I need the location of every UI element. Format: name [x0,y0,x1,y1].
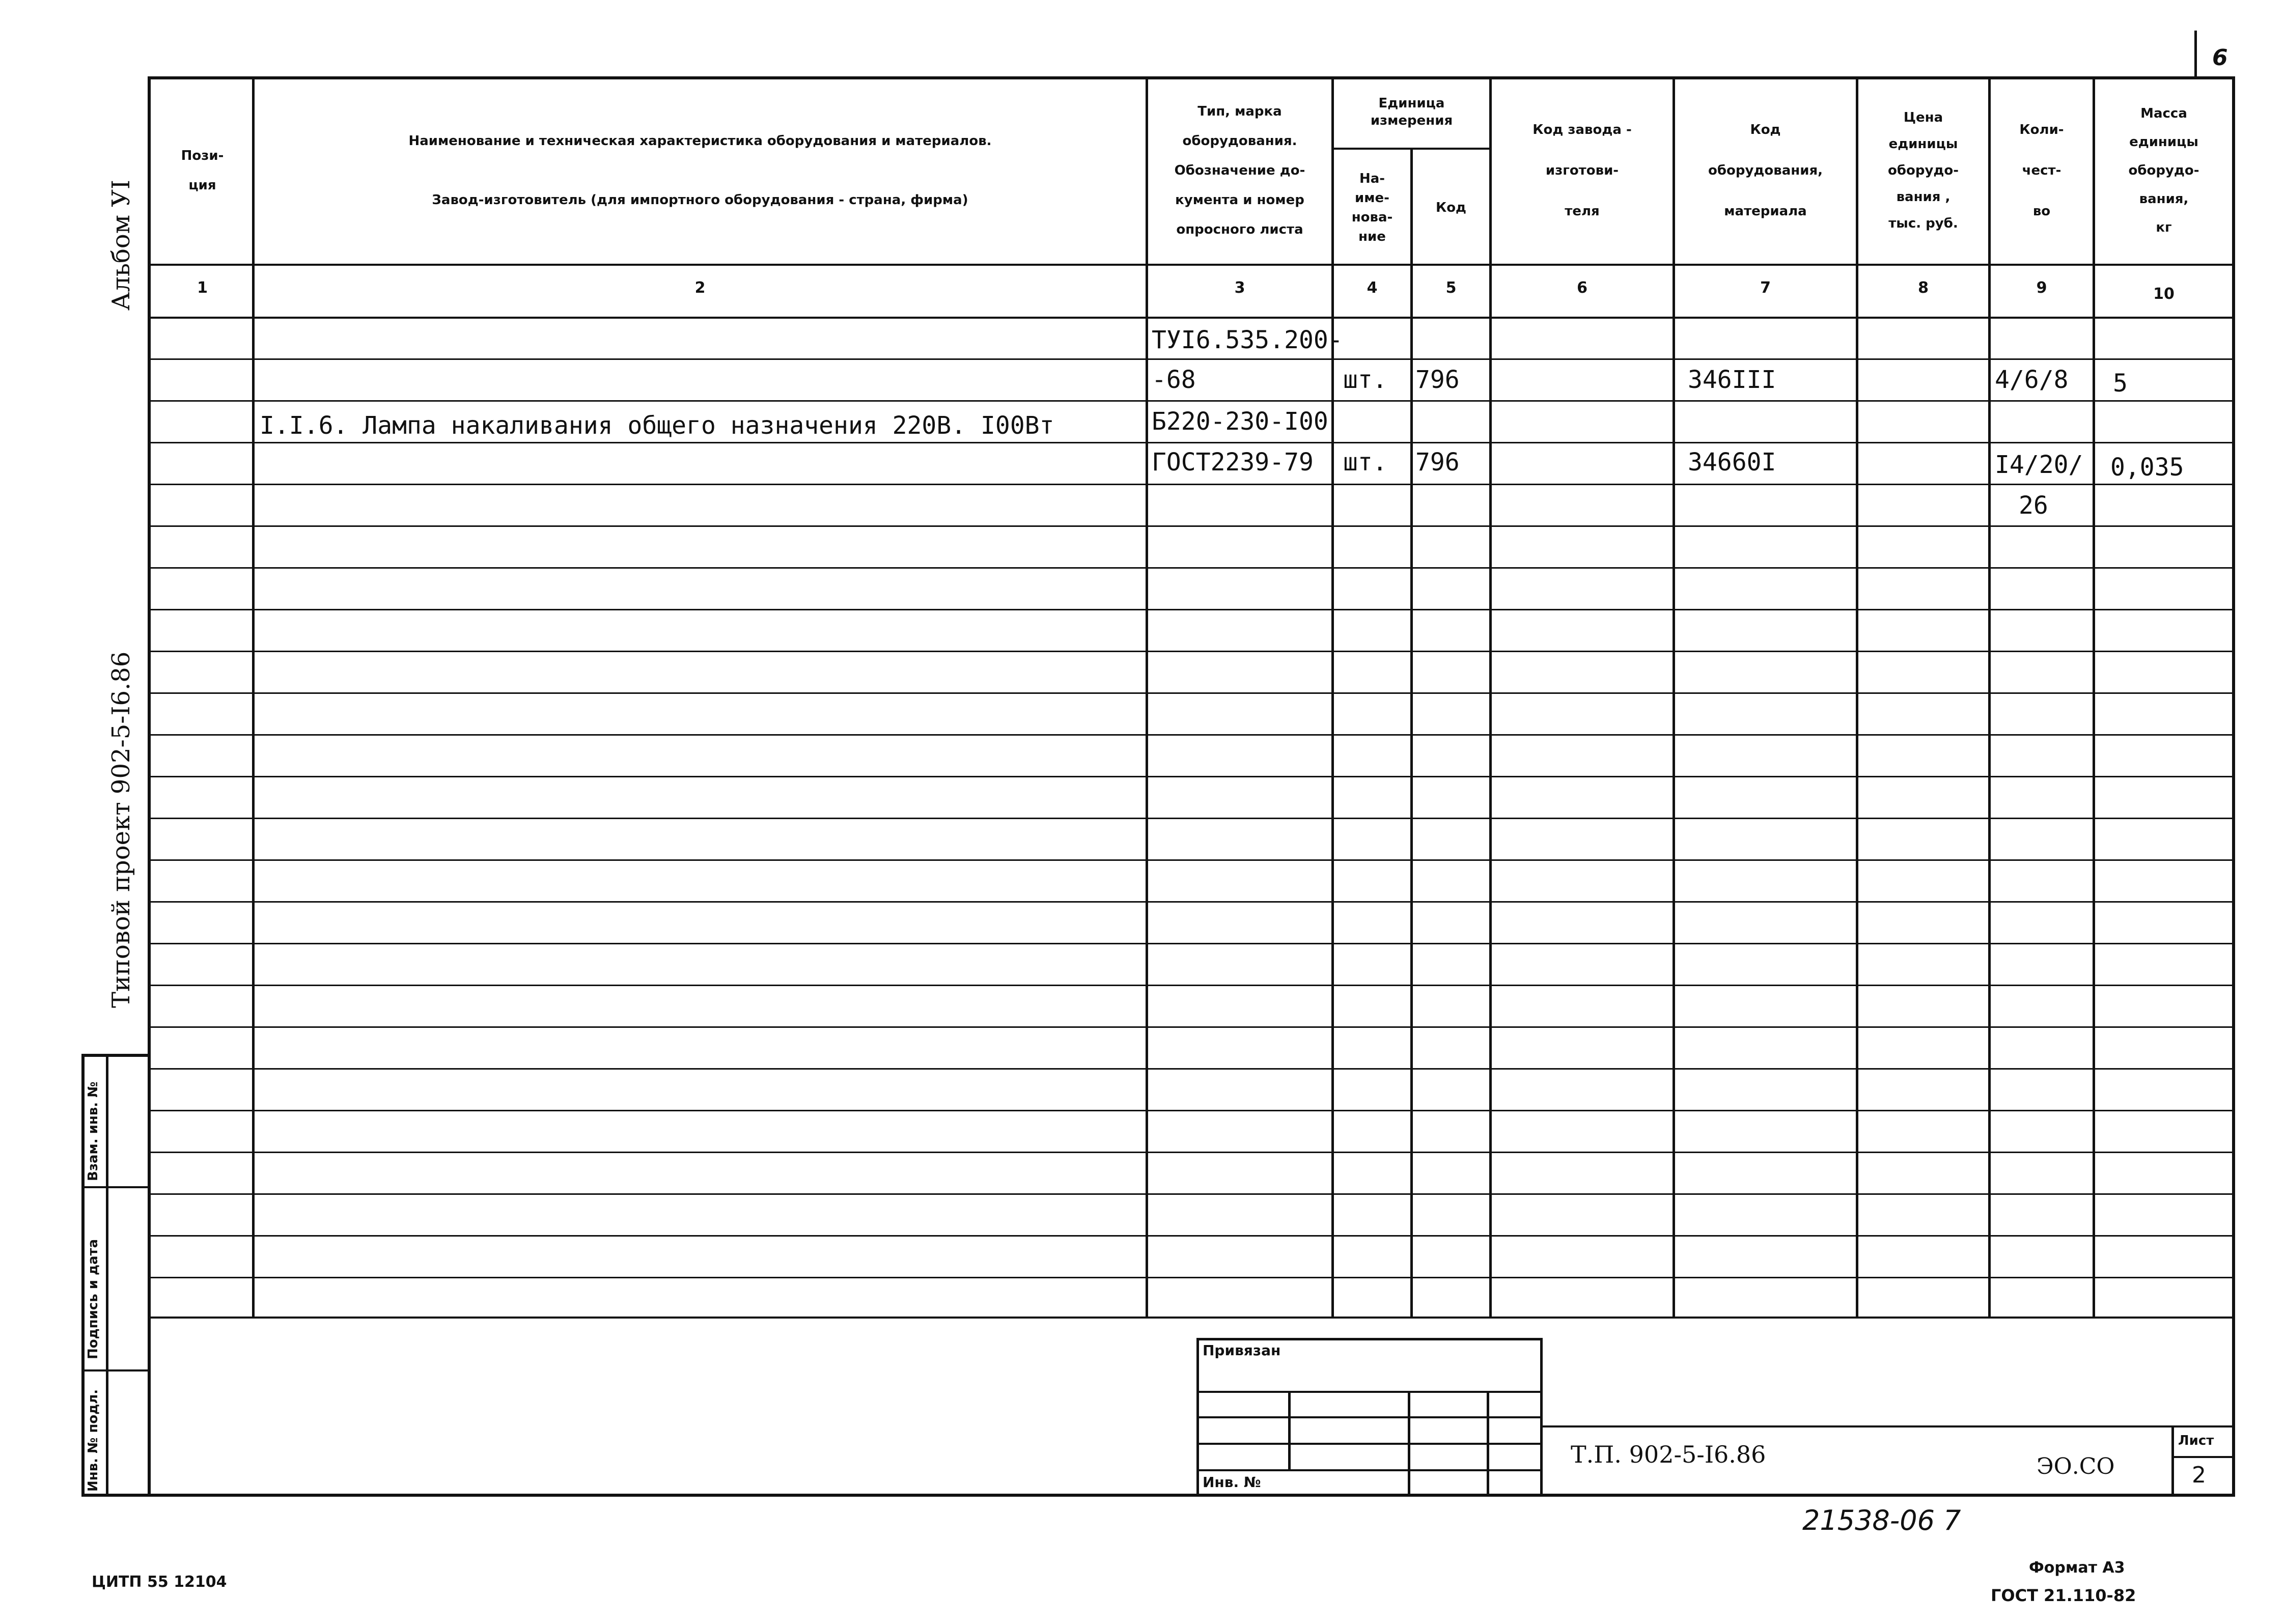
side-album-label: Альбом УI [107,179,135,311]
sheet-number: 6 [2212,45,2228,71]
stamp-inner-divider [106,1054,108,1497]
header-name: Наименование и техническая характеристика оборудования и материалов. Завод-изготовитель (для импортного оборудования - страна, фирма) [408,133,992,208]
stamp-divider-2 [81,1369,151,1371]
row2-type: -68 [1152,366,1196,394]
header-unit-code: Код [1435,200,1467,215]
privyazan-line-1 [1196,1391,1543,1393]
footer-gost: ГОСТ 21.110-82 [1991,1586,2136,1605]
doc-code: Т.П. 902-5-I6.86 [1571,1441,1766,1468]
doc-suffix: ЭО.СО [2037,1453,2115,1479]
table-row-line [148,692,2235,694]
privyazan-label: Привязан [1203,1342,1281,1359]
table-row-line [148,358,2235,360]
colnum-5: 5 [1445,279,1457,297]
table-row-line [148,859,2235,861]
header-equipment-code: Код оборудования, материала [1708,122,1823,219]
colnum-6: 6 [1577,279,1587,297]
privyazan-col-2 [1408,1391,1410,1497]
table-row-line [148,985,2235,986]
colnum-3: 3 [1234,279,1245,297]
privyazan-line-2 [1196,1416,1543,1418]
table-row-line [148,1152,2235,1153]
table-row-line [148,1235,2235,1237]
colnum-1: 1 [197,279,208,297]
colnum-9: 9 [2036,279,2047,297]
table-row-line [148,734,2235,736]
table-row-line [148,1068,2235,1070]
colnum-7: 7 [1760,279,1771,297]
list-box-divider [2171,1425,2174,1497]
row4-equipment-code: 34660I [1688,448,1776,477]
unit-group-divider [1331,148,1489,150]
row1-type: ТУI6.535.200- [1152,326,1343,354]
list-number: 2 [2192,1462,2206,1488]
row5-quantity: 26 [2019,491,2048,520]
row2-equipment-code: 346III [1688,366,1776,394]
stamp-label-podpis: Подпись и дата [86,1239,101,1359]
row2-mass: 5 [2113,369,2128,398]
table-row-line [148,818,2235,819]
row3-name: I.I.6. Лампа накаливания общего назначения 220В. I00Вт [260,411,1054,440]
colnum-8: 8 [1918,279,1929,297]
row4-mass: 0,035 [2110,453,2184,482]
row4-unit-name: шт. [1343,448,1387,477]
table-row-line [148,400,2235,402]
table-row-line [148,525,2235,527]
list-label-line [2171,1456,2235,1458]
row2-unit-code: 796 [1415,366,1460,394]
table-row-line [148,484,2235,485]
privyazan-line-3 [1196,1443,1543,1445]
col-line-d [1410,148,1413,1319]
header-factory-code: Код завода - изготови- теля [1532,122,1632,219]
list-label: Лист [2178,1433,2214,1448]
header-price: Цена единицы оборудо- вания , тыс. руб. [1887,110,1959,231]
privyazan-col-1 [1288,1391,1291,1469]
table-row-line [148,1277,2235,1278]
row4-unit-code: 796 [1415,448,1460,477]
row2-quantity: 4/6/8 [1995,366,2069,394]
handwritten-number: 21538-06 7 [1802,1504,1961,1536]
colnum-2: 2 [694,279,706,297]
colnum-4: 4 [1367,279,1378,297]
privyazan-line-4 [1196,1469,1543,1471]
colnum-10: 10 [2153,285,2175,303]
stamp-label-inv: Инв. № подл. [86,1389,101,1492]
footer-left: ЦИТП 55 12104 [92,1573,227,1591]
table-row-line [148,1110,2235,1111]
table-row-line [148,442,2235,443]
stamp-label-vzam: Взам. инв. № [86,1081,101,1181]
row4-quantity: I4/20/ [1995,451,2083,479]
table-row-line [148,776,2235,777]
header-quantity: Коли- чест- во [2019,122,2064,219]
colnum-bottom-line [148,317,2235,319]
table-row-line [148,609,2235,610]
row4-type: ГОСТ2239-79 [1152,448,1314,477]
row2-unit-name: шт. [1343,366,1387,394]
sheet-number-divider [2194,31,2197,79]
inv-no-label: Инв. № [1203,1474,1261,1491]
table-row-line [148,1026,2235,1028]
stamp-divider-1 [81,1186,151,1188]
side-project-label: Типовой проект 902-5-I6.86 [107,651,135,1008]
header-unit-group: Единица измерения [1370,96,1453,128]
table-row-line [148,651,2235,652]
header-type: Тип, марка оборудования. Обозначение до- кумента и номер опросного листа [1174,104,1305,237]
table-bottom-line [148,1317,2235,1319]
privyazan-col-3 [1487,1391,1489,1497]
header-mass: Масса единицы оборудо- вания, кг [2128,106,2199,235]
footer-format: Формат А3 [2029,1559,2125,1577]
table-row-line [148,567,2235,569]
table-row-line [148,901,2235,903]
row3-type: Б220-230-I00 [1152,407,1328,436]
header-position: Пози- ция [181,148,224,193]
table-row-line [148,943,2235,944]
table-row-line [148,1193,2235,1195]
header-unit-name: На- име- нова- ние [1351,171,1393,244]
doc-code-top-line [1543,1425,2235,1427]
